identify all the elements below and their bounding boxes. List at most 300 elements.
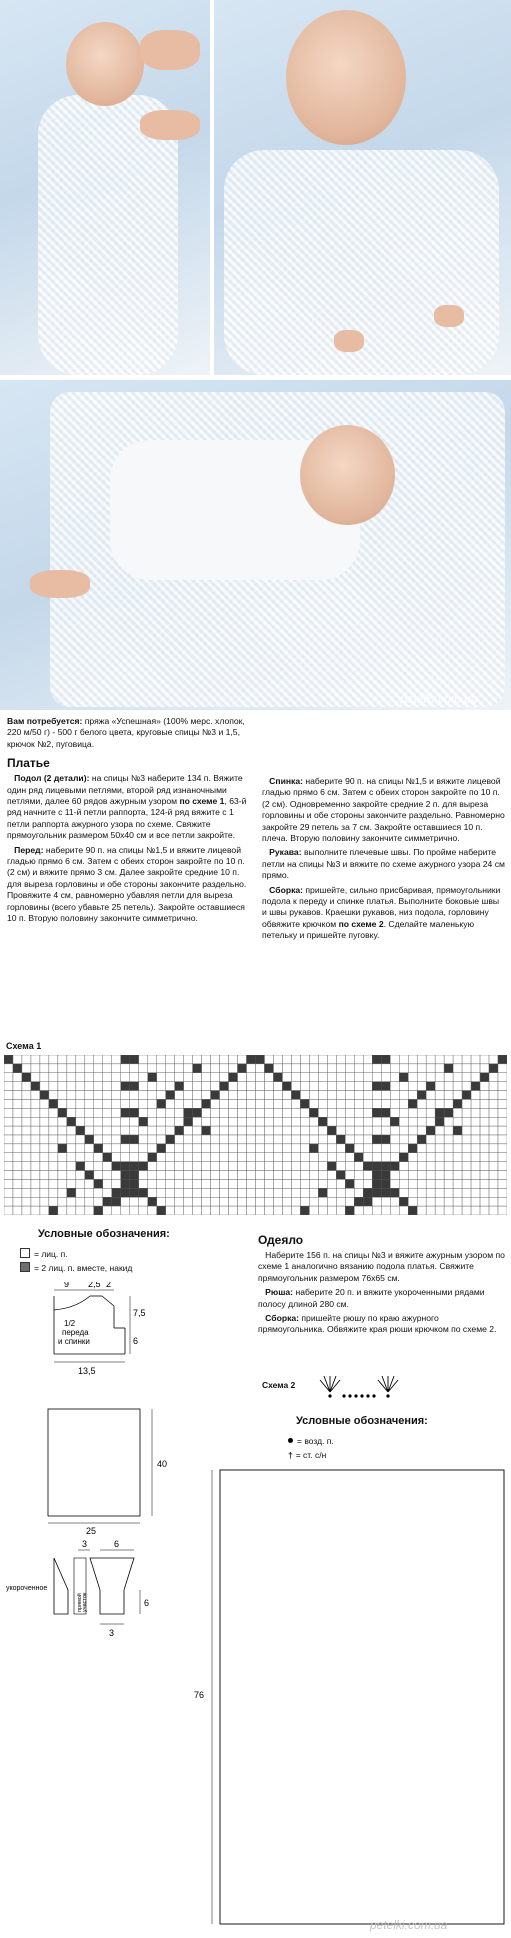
- grid-cell: [471, 1162, 480, 1171]
- grid-cell: [399, 1108, 408, 1117]
- grid-cell: [112, 1082, 121, 1091]
- grid-cell: [273, 1055, 282, 1064]
- grid-cell: [264, 1179, 273, 1188]
- grid-cell: [381, 1126, 390, 1135]
- grid-cell: [372, 1073, 381, 1082]
- grid-cell: [31, 1197, 40, 1206]
- grid-cell: [363, 1135, 372, 1144]
- grid-cell: [157, 1064, 166, 1073]
- grid-cell: [49, 1206, 58, 1215]
- scheme1-chart: [4, 1055, 507, 1215]
- grid-cell: [193, 1135, 202, 1144]
- grid-cell: [372, 1144, 381, 1153]
- grid-cell: [49, 1144, 58, 1153]
- grid-cell: [238, 1162, 247, 1171]
- grid-cell: [175, 1206, 184, 1215]
- grid-cell: [202, 1153, 211, 1162]
- grid-cell: [85, 1126, 94, 1135]
- grid-cell: [444, 1055, 453, 1064]
- grid-cell: [318, 1153, 327, 1162]
- grid-cell: [13, 1064, 22, 1073]
- grid-cell: [354, 1082, 363, 1091]
- grid-cell: [426, 1108, 435, 1117]
- grid-cell: [121, 1055, 130, 1064]
- grid-cell: [103, 1108, 112, 1117]
- grid-cell: [480, 1188, 489, 1197]
- grid-cell: [58, 1179, 67, 1188]
- grid-cell: [202, 1108, 211, 1117]
- grid-cell: [40, 1179, 49, 1188]
- grid-cell: [372, 1197, 381, 1206]
- grid-cell: [498, 1135, 507, 1144]
- grid-cell: [184, 1055, 193, 1064]
- grid-cell: [327, 1055, 336, 1064]
- grid-cell: [489, 1144, 498, 1153]
- grid-cell: [372, 1135, 381, 1144]
- grid-cell: [426, 1144, 435, 1153]
- grid-cell: [318, 1171, 327, 1180]
- grid-cell: [300, 1206, 309, 1215]
- grid-cell: [67, 1179, 76, 1188]
- grid-cell: [229, 1179, 238, 1188]
- grid-cell: [264, 1108, 273, 1117]
- grid-cell: [444, 1188, 453, 1197]
- grid-cell: [327, 1179, 336, 1188]
- grid-cell: [202, 1082, 211, 1091]
- grid-cell: [13, 1179, 22, 1188]
- grid-cell: [282, 1099, 291, 1108]
- grid-cell: [480, 1179, 489, 1188]
- grid-cell: [354, 1117, 363, 1126]
- grid-cell: [175, 1153, 184, 1162]
- grid-cell: [363, 1099, 372, 1108]
- grid-cell: [166, 1153, 175, 1162]
- grid-cell: [130, 1082, 139, 1091]
- grid-cell: [444, 1091, 453, 1100]
- grid-cell: [94, 1073, 103, 1082]
- grid-cell: [40, 1153, 49, 1162]
- grid-cell: [426, 1064, 435, 1073]
- grid-cell: [435, 1197, 444, 1206]
- grid-cell: [345, 1064, 354, 1073]
- grid-cell: [148, 1144, 157, 1153]
- grid-cell: [282, 1179, 291, 1188]
- grid-cell: [345, 1108, 354, 1117]
- grid-cell: [22, 1188, 31, 1197]
- grid-cell: [345, 1179, 354, 1188]
- grid-cell: [309, 1153, 318, 1162]
- grid-cell: [58, 1108, 67, 1117]
- grid-cell: [40, 1064, 49, 1073]
- grid-cell: [13, 1171, 22, 1180]
- grid-cell: [417, 1153, 426, 1162]
- grid-cell: [256, 1206, 265, 1215]
- grid-cell: [148, 1188, 157, 1197]
- grid-cell: [354, 1126, 363, 1135]
- scheme2-chart: [318, 1372, 408, 1406]
- grid-cell: [444, 1206, 453, 1215]
- grid-cell: [238, 1188, 247, 1197]
- grid-cell: [40, 1117, 49, 1126]
- grid-cell: [480, 1197, 489, 1206]
- grid-cell: [31, 1117, 40, 1126]
- grid-cell: [112, 1126, 121, 1135]
- grid-cell: [130, 1108, 139, 1117]
- grid-cell: [453, 1108, 462, 1117]
- grid-cell: [193, 1108, 202, 1117]
- grid-cell: [112, 1144, 121, 1153]
- grid-cell: [229, 1206, 238, 1215]
- grid-cell: [480, 1082, 489, 1091]
- grid-cell: [453, 1064, 462, 1073]
- grid-cell: [229, 1091, 238, 1100]
- grid-cell: [480, 1144, 489, 1153]
- grid-cell: [489, 1117, 498, 1126]
- grid-cell: [184, 1135, 193, 1144]
- grid-cell: [85, 1099, 94, 1108]
- grid-cell: [462, 1082, 471, 1091]
- grid-cell: [229, 1073, 238, 1082]
- grid-cell: [247, 1162, 256, 1171]
- grid-cell: [399, 1171, 408, 1180]
- grid-cell: [444, 1153, 453, 1162]
- grid-cell: [318, 1126, 327, 1135]
- grid-cell: [282, 1126, 291, 1135]
- grid-cell: [417, 1197, 426, 1206]
- grid-cell: [112, 1162, 121, 1171]
- grid-cell: [238, 1064, 247, 1073]
- grid-cell: [363, 1162, 372, 1171]
- grid-cell: [157, 1179, 166, 1188]
- grid-cell: [435, 1126, 444, 1135]
- grid-cell: [40, 1206, 49, 1215]
- grid-cell: [229, 1064, 238, 1073]
- grid-cell: [67, 1064, 76, 1073]
- grid-cell: [130, 1179, 139, 1188]
- pattern-sleeve: [4, 1540, 174, 1650]
- grid-cell: [211, 1135, 220, 1144]
- grid-cell: [327, 1126, 336, 1135]
- grid-cell: [399, 1082, 408, 1091]
- grid-cell: [238, 1197, 247, 1206]
- grid-cell: [273, 1099, 282, 1108]
- grid-cell: [94, 1206, 103, 1215]
- grid-cell: [94, 1162, 103, 1171]
- grid-cell: [462, 1073, 471, 1082]
- grid-cell: [229, 1197, 238, 1206]
- grid-cell: [363, 1082, 372, 1091]
- dim-top-3: 2: [106, 1282, 112, 1289]
- grid-cell: [417, 1117, 426, 1126]
- grid-cell: [67, 1082, 76, 1091]
- grid-cell: [94, 1099, 103, 1108]
- grid-cell: [103, 1179, 112, 1188]
- grid-cell: [157, 1135, 166, 1144]
- front-instructions: Перед: наберите 90 п. на спицы №1,5 и вяжите лицевой гладью прямо 6 см. Затем с обеих сторон закройте по 10 п. (2 см) и вяжите прямо 3 см. Далее закройте средние 10 п. для выреза горловины и обе стороны закончите раздельно. Провяжите 4 см, равномерно убавляя петли для выреза горловины (всего убавьте 25 петель). Закройте оставшиеся 10 п. Вторую половину закончите симметрично.: [7, 844, 247, 924]
- grid-cell: [94, 1135, 103, 1144]
- materials: Вам потребуется: пряжа «Успешная» (100% мерс. хлопок, 220 м/50 г) - 500 г белого цвета, круговые спицы №3 и 1,5, крючок №2, пуговица.: [7, 716, 245, 749]
- grid-cell: [220, 1117, 229, 1126]
- grid-cell: [58, 1082, 67, 1091]
- grid-cell: [139, 1055, 148, 1064]
- grid-cell: [336, 1091, 345, 1100]
- grid-cell: [256, 1135, 265, 1144]
- photo-baby-on-blanket: [0, 380, 511, 710]
- grid-cell: [4, 1206, 13, 1215]
- dot-icon: [288, 1438, 293, 1443]
- grid-cell: [282, 1135, 291, 1144]
- legend1-title: Условные обозначения:: [38, 1228, 170, 1240]
- grid-cell: [85, 1082, 94, 1091]
- blanket-p1: Наберите 156 п. на спицы №3 и вяжите ажурным узором по схеме 1 аналогично вязанию подола платья. Свяжите прямоугольник размером 76х65 см.: [258, 1250, 505, 1283]
- grid-cell: [390, 1099, 399, 1108]
- grid-cell: [444, 1064, 453, 1073]
- grid-cell: [247, 1108, 256, 1117]
- grid-cell: [175, 1073, 184, 1082]
- grid-cell: [76, 1188, 85, 1197]
- grid-cell: [471, 1153, 480, 1162]
- grid-cell: [489, 1126, 498, 1135]
- grid-cell: [291, 1135, 300, 1144]
- grid-cell: [22, 1206, 31, 1215]
- grid-cell: [40, 1144, 49, 1153]
- grid-cell: [417, 1144, 426, 1153]
- grid-cell: [264, 1099, 273, 1108]
- grid-cell: [238, 1082, 247, 1091]
- grid-cell: [381, 1188, 390, 1197]
- grid-cell: [22, 1117, 31, 1126]
- grid-cell: [103, 1188, 112, 1197]
- grid-cell: [363, 1179, 372, 1188]
- grid-cell: [363, 1188, 372, 1197]
- grid-cell: [76, 1082, 85, 1091]
- grid-cell: [58, 1091, 67, 1100]
- grid-cell: [202, 1073, 211, 1082]
- grid-cell: [489, 1171, 498, 1180]
- grid-cell: [309, 1064, 318, 1073]
- grid-cell: [399, 1064, 408, 1073]
- grid-cell: [121, 1162, 130, 1171]
- grid-cell: [85, 1179, 94, 1188]
- photo-baby-sitting: [214, 0, 511, 375]
- grid-cell: [130, 1099, 139, 1108]
- grid-cell: [264, 1162, 273, 1171]
- grid-cell: [148, 1117, 157, 1126]
- grid-cell: [22, 1153, 31, 1162]
- grid-cell: [444, 1117, 453, 1126]
- grid-cell: [327, 1171, 336, 1180]
- grid-cell: [408, 1073, 417, 1082]
- grid-cell: [417, 1171, 426, 1180]
- grid-cell: [94, 1091, 103, 1100]
- grid-cell: [193, 1197, 202, 1206]
- grid-cell: [94, 1126, 103, 1135]
- grid-cell: [103, 1135, 112, 1144]
- grid-cell: [426, 1126, 435, 1135]
- grid-cell: [318, 1108, 327, 1117]
- grid-cell: [291, 1082, 300, 1091]
- grid-cell: [166, 1108, 175, 1117]
- grid-cell: [67, 1144, 76, 1153]
- grid-cell: [363, 1144, 372, 1153]
- grid-cell: [166, 1082, 175, 1091]
- grid-cell: [4, 1126, 13, 1135]
- grid-cell: [76, 1206, 85, 1215]
- sleeve-inner-label-2: участок: [82, 1592, 88, 1612]
- grid-cell: [94, 1144, 103, 1153]
- grid-cell: [76, 1099, 85, 1108]
- grid-cell: [157, 1144, 166, 1153]
- grid-cell: [453, 1153, 462, 1162]
- sleeve-right-dim: 6: [144, 1598, 150, 1608]
- grid-cell: [22, 1055, 31, 1064]
- grid-cell: [121, 1197, 130, 1206]
- grid-cell: [489, 1099, 498, 1108]
- grid-cell: [471, 1064, 480, 1073]
- grid-cell: [417, 1108, 426, 1117]
- grid-cell: [247, 1197, 256, 1206]
- grid-cell: [49, 1126, 58, 1135]
- grid-cell: [112, 1055, 121, 1064]
- grid-cell: [426, 1206, 435, 1215]
- legend2-item-chain: = возд. п.: [288, 1436, 334, 1446]
- grid-cell: [121, 1082, 130, 1091]
- grid-cell: [121, 1179, 130, 1188]
- grid-cell: [363, 1117, 372, 1126]
- grid-cell: [49, 1091, 58, 1100]
- grid-cell: [193, 1091, 202, 1100]
- grid-cell: [300, 1179, 309, 1188]
- grid-cell: [22, 1162, 31, 1171]
- grid-cell: [480, 1099, 489, 1108]
- grid-cell: [49, 1179, 58, 1188]
- grid-cell: [121, 1153, 130, 1162]
- grid-cell: [94, 1153, 103, 1162]
- grid-cell: [238, 1171, 247, 1180]
- grid-cell: [309, 1117, 318, 1126]
- sleeve-inner-label-1: прямой: [77, 1593, 83, 1612]
- back-instructions: Спинка: наберите 90 п. на спицы №1,5 и вяжите лицевой гладью прямо 6 см. Затем с обеих сторон закройте по 10 п. (2 см). Одновременно закройте средние 2 п. для выреза горловины и обе стороны закончите раздельно. Равномерно закройте 29 петель за 7 см. Закройте оставшиеся 10 п. плеча. Вторую половину закончите симметрично.: [262, 776, 505, 844]
- grid-cell: [381, 1064, 390, 1073]
- grid-cell: [273, 1153, 282, 1162]
- grid-cell: [291, 1126, 300, 1135]
- grid-cell: [300, 1064, 309, 1073]
- grid-cell: [166, 1162, 175, 1171]
- grid-cell: [247, 1091, 256, 1100]
- grid-cell: [166, 1117, 175, 1126]
- grid-cell: [489, 1179, 498, 1188]
- grid-cell: [58, 1162, 67, 1171]
- grid-cell: [202, 1064, 211, 1073]
- grid-cell: [193, 1162, 202, 1171]
- sleeves-instructions: Рукава: выполните плечевые швы. По пройме наберите петли на спицы №3 и вяжите по схеме ажурного узора 24 см прямо.: [262, 847, 505, 881]
- grid-cell: [58, 1135, 67, 1144]
- grid-cell: [247, 1082, 256, 1091]
- grid-cell: [471, 1099, 480, 1108]
- grid-cell: [471, 1171, 480, 1180]
- grid-cell: [40, 1162, 49, 1171]
- grid-cell: [372, 1171, 381, 1180]
- grid-cell: [264, 1188, 273, 1197]
- grid-cell: [354, 1108, 363, 1117]
- grid-cell: [184, 1197, 193, 1206]
- grid-cell: [444, 1171, 453, 1180]
- grid-cell: [157, 1188, 166, 1197]
- grid-cell: [489, 1206, 498, 1215]
- grid-cell: [372, 1055, 381, 1064]
- grid-cell: [318, 1179, 327, 1188]
- grid-cell: [273, 1108, 282, 1117]
- grid-cell: [148, 1171, 157, 1180]
- grid-cell: [462, 1117, 471, 1126]
- grid-cell: [327, 1117, 336, 1126]
- grid-cell: [498, 1091, 507, 1100]
- left-text-column: [7, 716, 247, 926]
- grid-cell: [399, 1162, 408, 1171]
- grid-cell: [22, 1197, 31, 1206]
- grid-cell: [58, 1099, 67, 1108]
- grid-cell: [300, 1197, 309, 1206]
- grid-cell: [13, 1144, 22, 1153]
- grid-cell: [273, 1162, 282, 1171]
- grid-cell: [67, 1153, 76, 1162]
- grid-cell: [318, 1099, 327, 1108]
- grid-cell: [390, 1171, 399, 1180]
- grid-cell: [372, 1206, 381, 1215]
- grid-cell: [354, 1064, 363, 1073]
- grid-cell: [291, 1153, 300, 1162]
- grid-cell: [184, 1144, 193, 1153]
- grid-cell: [435, 1179, 444, 1188]
- grid-cell: [453, 1126, 462, 1135]
- grid-cell: [282, 1197, 291, 1206]
- grid-cell: [390, 1073, 399, 1082]
- grid-cell: [327, 1073, 336, 1082]
- grid-cell: [211, 1188, 220, 1197]
- grid-cell: [471, 1055, 480, 1064]
- grid-cell: [202, 1171, 211, 1180]
- grid-cell: [256, 1153, 265, 1162]
- grid-cell: [238, 1117, 247, 1126]
- grid-cell: [103, 1162, 112, 1171]
- grid-cell: [435, 1188, 444, 1197]
- grid-cell: [354, 1144, 363, 1153]
- grid-cell: [417, 1055, 426, 1064]
- grid-cell: [157, 1126, 166, 1135]
- grid-cell: [67, 1055, 76, 1064]
- grid-cell: [13, 1153, 22, 1162]
- grid-cell: [381, 1171, 390, 1180]
- grid-cell: [175, 1082, 184, 1091]
- grid-cell: [426, 1099, 435, 1108]
- grid-cell: [345, 1144, 354, 1153]
- grid-cell: [31, 1064, 40, 1073]
- grid-cell: [31, 1108, 40, 1117]
- grid-cell: [148, 1135, 157, 1144]
- grid-cell: [336, 1171, 345, 1180]
- grid-cell: [471, 1091, 480, 1100]
- grid-cell: [247, 1073, 256, 1082]
- grid-cell: [13, 1055, 22, 1064]
- dim-top-1: 9: [64, 1282, 70, 1289]
- grid-cell: [157, 1091, 166, 1100]
- grid-cell: [390, 1188, 399, 1197]
- grid-cell: [184, 1162, 193, 1171]
- grid-cell: [175, 1099, 184, 1108]
- grid-cell: [372, 1099, 381, 1108]
- grid-cell: [300, 1171, 309, 1180]
- grid-cell: [318, 1188, 327, 1197]
